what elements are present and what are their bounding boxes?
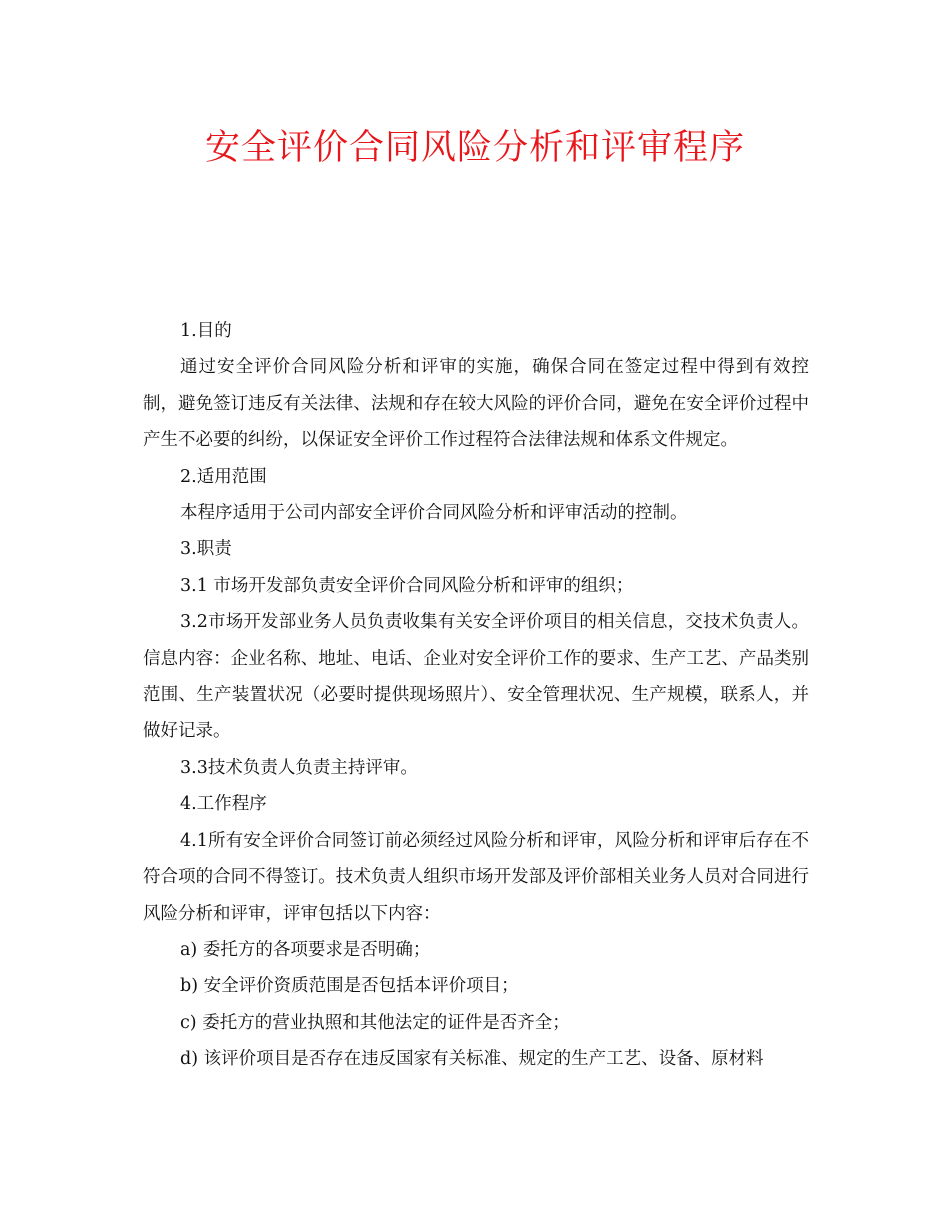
section-heading-scope: 2.适用范围 xyxy=(180,466,267,487)
paragraph-3-2: 3.2市场开发部业务人员负责收集有关安全评价项目的相关信息，交技术负责人。信息内容：企业名称、地址、电话、企业对安全评价工作的要求、生产工艺、产品类别范围、生产装置状况（必要时提供现场照片）、安全管理状况、生产规模，联系人，并做好记录。 xyxy=(143,612,809,742)
paragraph-3-1: 3.1 市场开发部负责安全评价合同风险分析和评审的组织； xyxy=(180,575,634,596)
paragraph-4-1: 4.1所有安全评价合同签订前必须经过风险分析和评审，风险分析和评审后存在不符合项的合同不得签订。技术负责人组织市场开发部及评价部相关业务人员对合同进行风险分析和评审，评审包括以下内容： xyxy=(143,830,809,924)
paragraph-scope: 本程序适用于公司内部安全评价合同风险分析和评审活动的控制。 xyxy=(180,503,688,524)
section-heading-purpose: 1.目的 xyxy=(180,321,232,341)
document-title: 安全评价合同风险分析和评审程序 xyxy=(204,128,745,168)
section-heading-procedure: 4.工作程序 xyxy=(180,794,267,815)
list-item-c: c) 委托方的营业执照和其他法定的证件是否齐全； xyxy=(180,1012,570,1033)
list-item-d: d) 该评价项目是否存在违反国家有关标准、规定的生产工艺、设备、原材料 xyxy=(180,1049,764,1070)
paragraph-purpose: 通过安全评价合同风险分析和评审的实施，确保合同在签定过程中得到有效控制，避免签订违反有关法律、法规和存在较大风险的评价合同，避免在安全评价过程中产生不必要的纠纷，以保证安全评价工作过程符合法律法规和体系文件规定。 xyxy=(143,357,809,451)
list-item-a: a) 委托方的各项要求是否明确； xyxy=(180,939,431,960)
list-item-b: b) 安全评价资质范围是否包括本评价项目； xyxy=(180,976,519,997)
section-heading-responsibilities: 3.职责 xyxy=(180,539,232,560)
document-body xyxy=(143,313,809,1078)
paragraph-3-3: 3.3技术负责人负责主持评审。 xyxy=(180,757,418,778)
